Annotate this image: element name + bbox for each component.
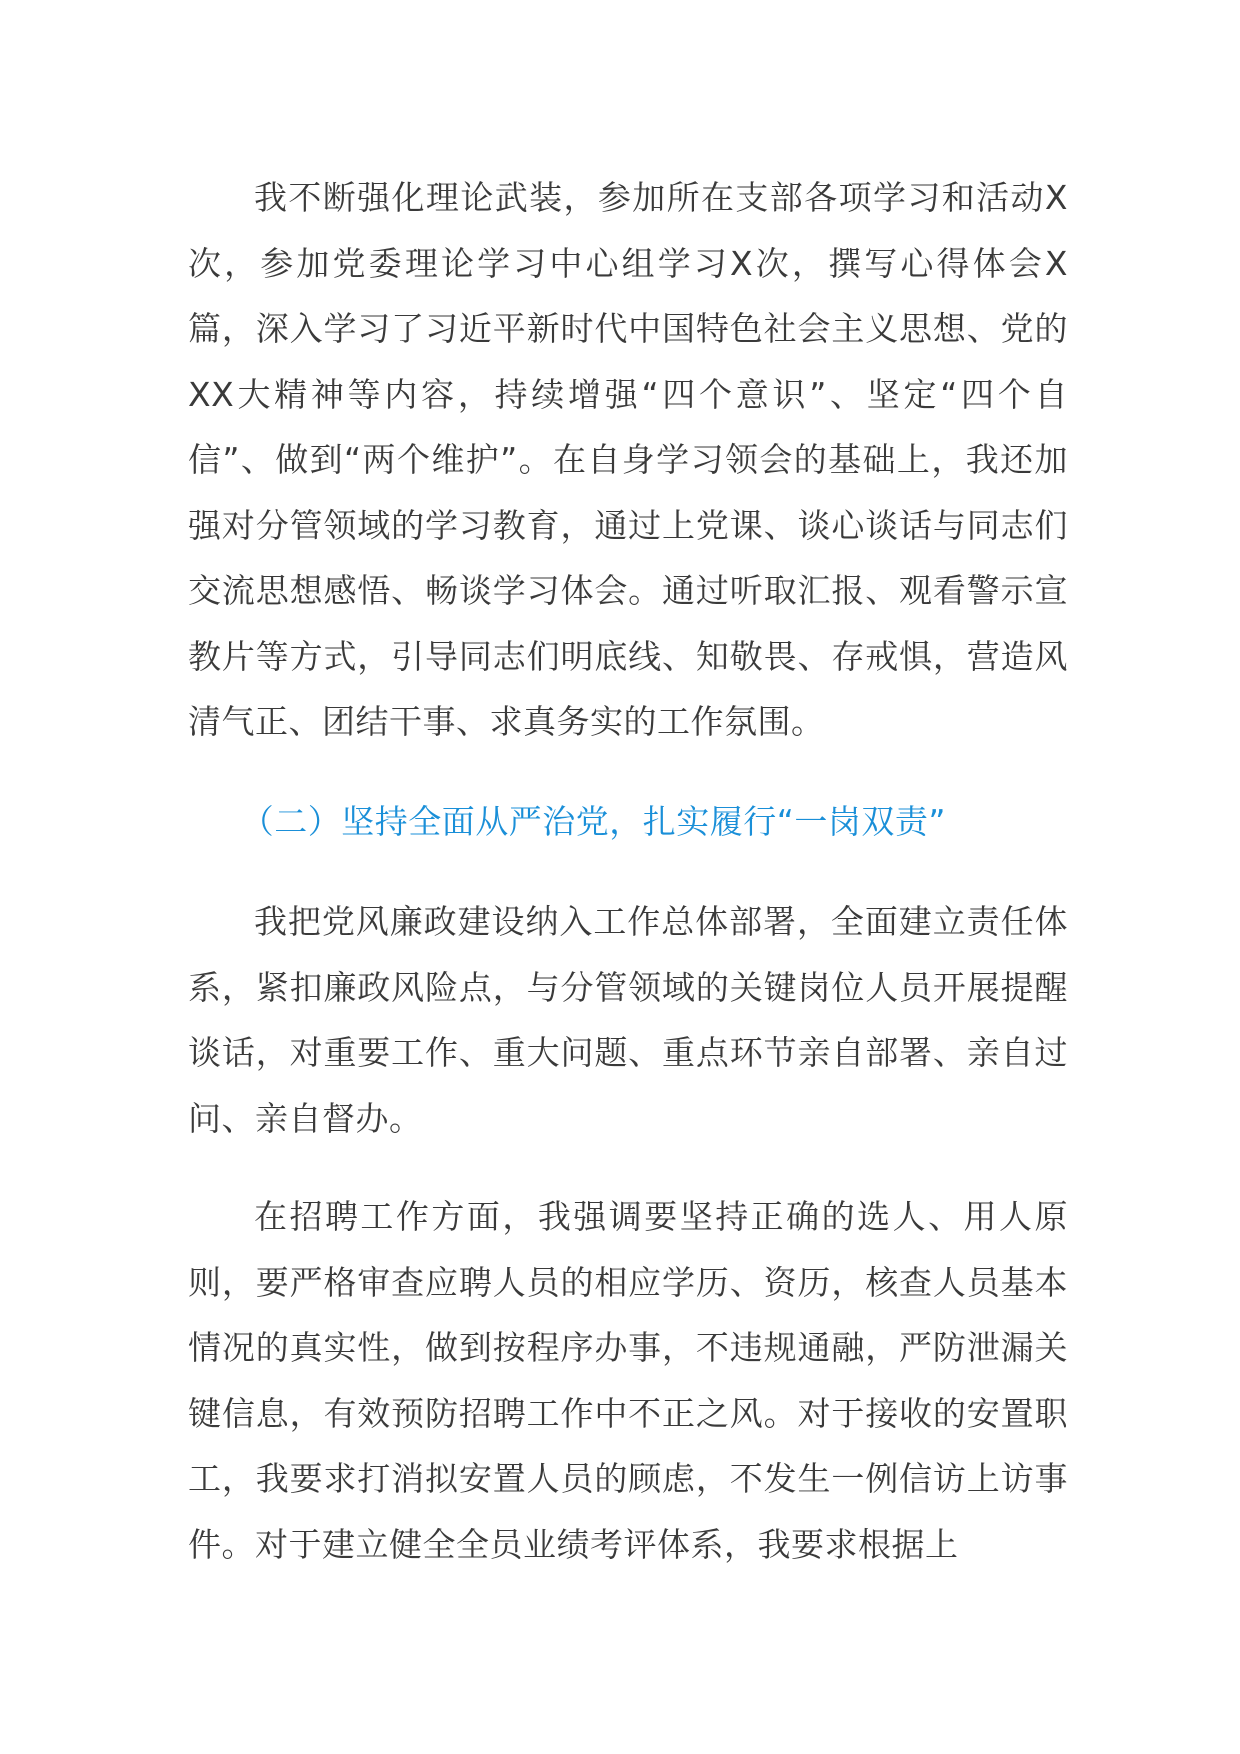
paragraph-theory-study: 我不断强化理论武装，参加所在支部各项学习和活动X次，参加党委理论学习中心组学习X次，撰写心得体会X篇，深入学习了习近平新时代中国特色社会主义思想、党的XX大精神等内容，持续增强“四个意识”、坚定“四个自信”、做到“两个维护”。在自身学习领会的基础上，我还加强对分管领域的学习教育，通过上党课、谈心谈话与同志们交流思想感悟、畅谈学习体会。通过听取汇报、观看警示宣教片等方式，引导同志们明底线、知敬畏、存戒惧，营造风清气正、团结干事、求真务实的工作氛围。 (188, 178, 1068, 741)
paragraph-integrity-building: 我把党风廉政建设纳入工作总体部署，全面建立责任体系，紧扣廉政风险点，与分管领域的关键岗位人员开展提醒谈话，对重要工作、重大问题、重点环节亲自部署、亲自过问、亲自督办。 (188, 902, 1068, 1138)
document-page (188, 165, 1068, 1577)
section-heading-party-governance: （二）坚持全面从严治党，扎实履行“一岗双责” (240, 801, 946, 841)
paragraph-recruitment-work: 在招聘工作方面，我强调要坚持正确的选人、用人原则，要严格审查应聘人员的相应学历、资历，核查人员基本情况的真实性，做到按程序办事，不违规通融，严防泄漏关键信息，有效预防招聘工作中不正之风。对于接收的安置职工，我要求打消拟安置人员的顾虑，不发生一例信访上访事件。对于建立健全全员业绩考评体系，我要求根据上 (188, 1197, 1068, 1564)
